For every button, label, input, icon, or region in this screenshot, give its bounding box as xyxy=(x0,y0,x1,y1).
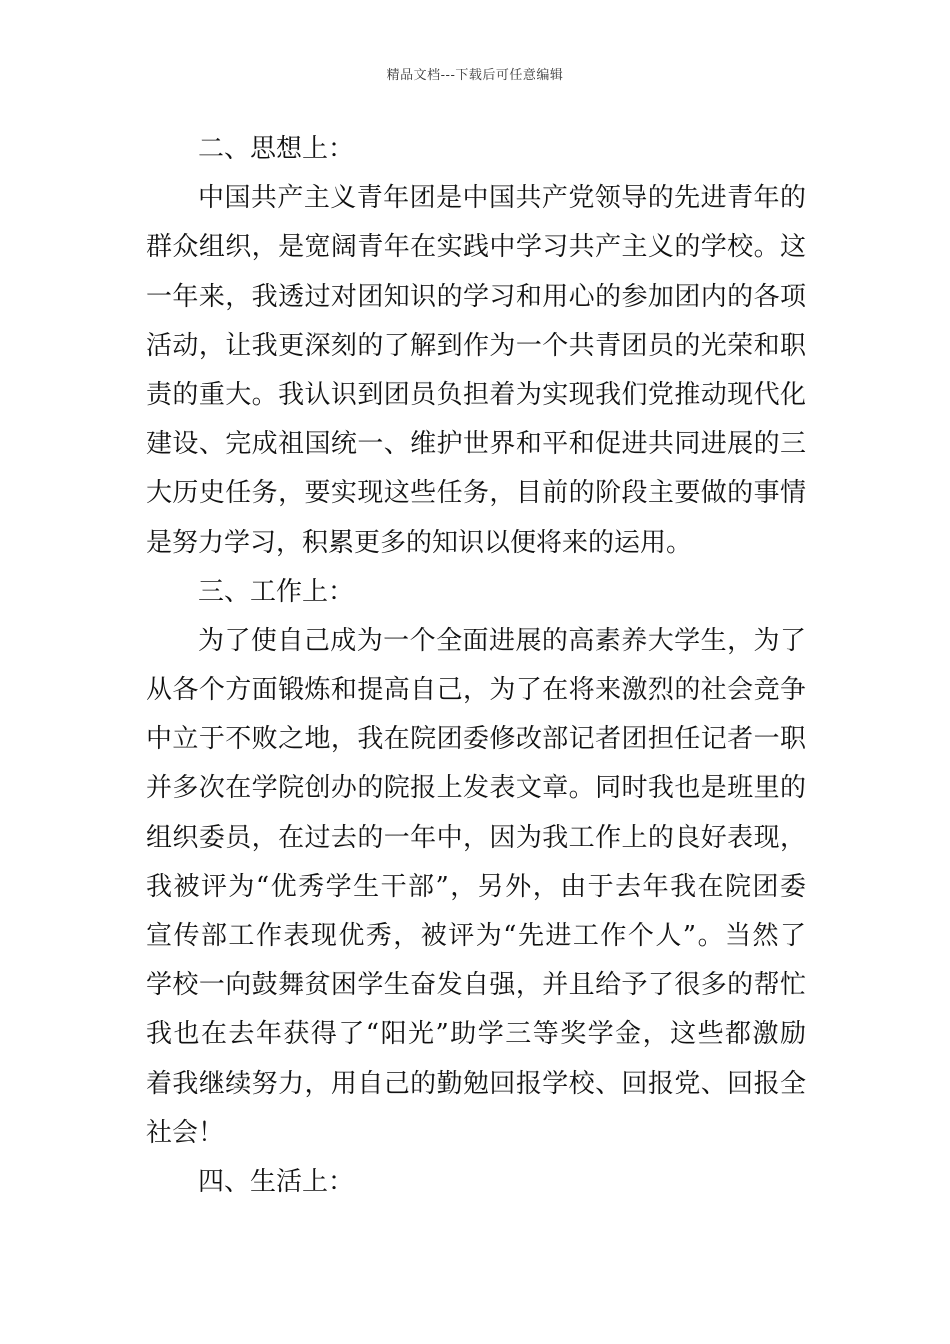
text-line: 从各个方面锻炼和提高自己，为了在将来激烈的社会竞争 xyxy=(146,675,806,706)
text-line: 三、工作上： xyxy=(198,576,355,607)
text-line: 我被评为“优秀学生干部”，另外，由于去年我在院团委 xyxy=(146,871,806,902)
text-line: 宣传部工作表现优秀，被评为“先进工作个人”。当然了 xyxy=(146,921,806,951)
text-line: 一年来，我透过对团知识的学习和用心的参加团内的各项 xyxy=(146,281,806,312)
text-line: 群众组织，是宽阔青年在实践中学习共产主义的学校。这 xyxy=(146,232,806,263)
text-line: 责的重大。我认识到团员负担着为实现我们党推动现代化 xyxy=(146,379,806,410)
text-line: 中国共产主义青年团是中国共产党领导的先进青年的 xyxy=(198,183,806,214)
text-line: 建设、完成祖国统一、维护世界和平和促进共同进展的三 xyxy=(146,429,806,460)
text-line: 学校一向鼓舞贫困学生奋发自强，并且给予了很多的帮忙 xyxy=(146,970,806,1001)
text-line: 二、思想上： xyxy=(198,134,355,164)
text-line: 是努力学习，积累更多的知识以便将来的运用。 xyxy=(146,527,693,558)
text-line: 为了使自己成为一个全面进展的高素养大学生，为了 xyxy=(198,625,806,656)
text-line: 大历史任务，要实现这些任务，目前的阶段主要做的事情 xyxy=(146,478,806,509)
text-line: 活动，让我更深刻的了解到作为一个共青团员的光荣和职 xyxy=(146,330,806,361)
text-line: 四、生活上： xyxy=(198,1166,355,1197)
text-line: 着我继续努力，用自己的勤勉回报学校、回报党、回报全 xyxy=(146,1068,806,1099)
text-line: 组织委员，在过去的一年中，因为我工作上的良好表现， xyxy=(146,822,806,853)
text-line: 中立于不败之地，我在院团委修改部记者团担任记者一职 xyxy=(146,724,806,755)
text-line: 我也在去年获得了“阳光”助学三等奖学金，这些都激励 xyxy=(146,1019,806,1050)
page-header: 精品文档---下载后可任意编辑 xyxy=(386,68,564,83)
document-body xyxy=(146,125,806,1207)
text-line: 并多次在学院创办的院报上发表文章。同时我也是班里的 xyxy=(146,773,806,804)
text-line: 社会！ xyxy=(146,1117,225,1148)
